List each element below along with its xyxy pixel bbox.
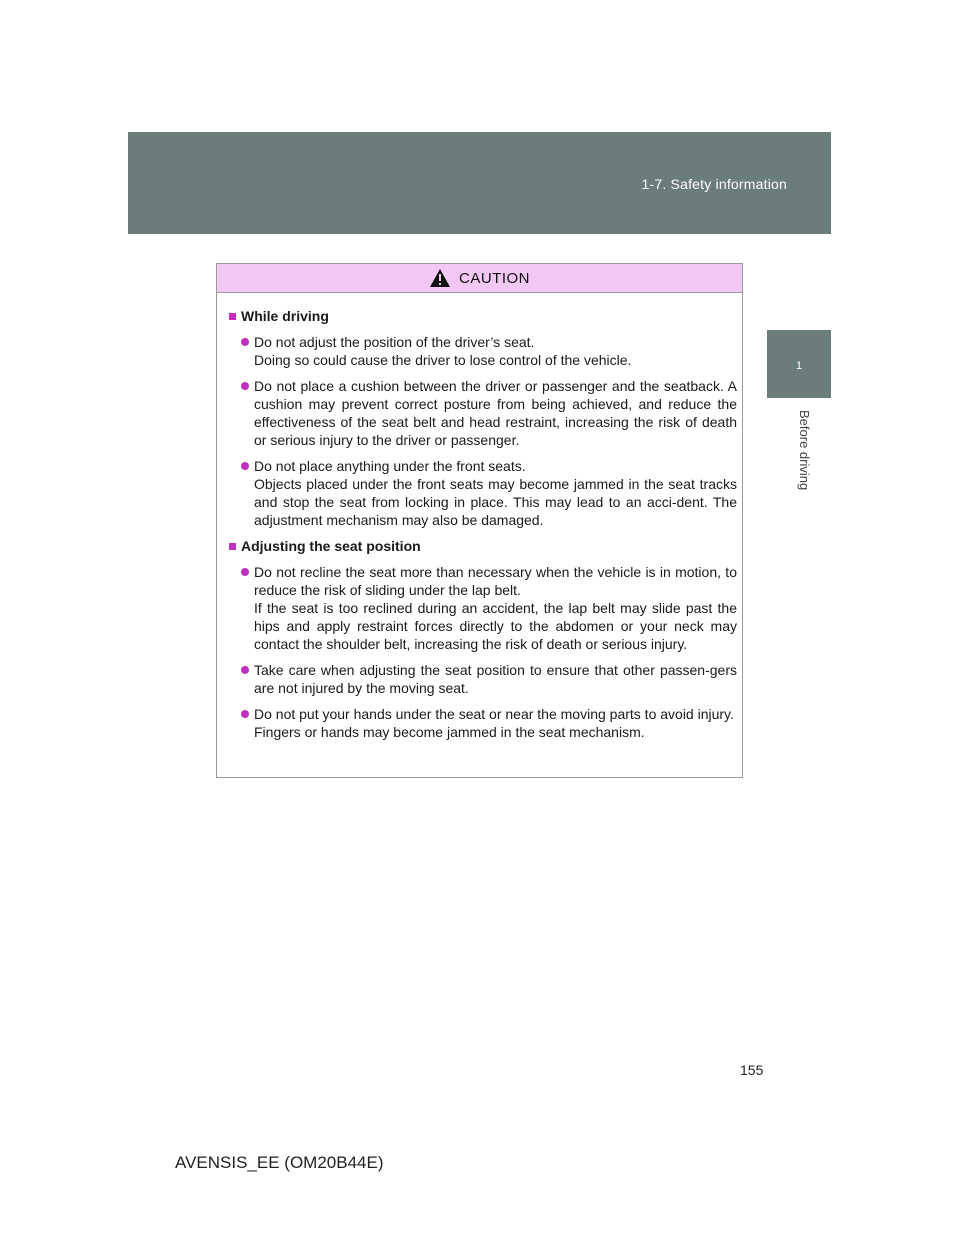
section-heading: [229, 537, 737, 555]
list-item-text: If the seat is too reclined during an accident, the lap belt may slide past the hips and apply restraint forces directly to the abdomen or your neck may contact the shoulder belt, increasing the risk of death or serious injury.: [254, 600, 737, 652]
header-band: [128, 132, 831, 234]
list-item: [229, 705, 737, 741]
list-item-text: Do not adjust the position of the driver’s seat.: [254, 334, 535, 350]
list-item-text: Objects placed under the front seats may become jammed in the seat tracks and stop the seat from locking in place. This may lead to an acci-dent. The adjustment mechanism may also be damaged.: [254, 476, 737, 528]
round-bullet-icon: [241, 382, 249, 390]
caution-title: CAUTION: [459, 269, 530, 287]
round-bullet-icon: [241, 338, 249, 346]
caution-box: [216, 263, 743, 778]
section-heading-text: Adjusting the seat position: [241, 538, 421, 554]
warning-triangle-icon: [429, 268, 451, 288]
square-bullet-icon: [229, 313, 236, 320]
round-bullet-icon: [241, 710, 249, 718]
section-title: 1-7. Safety information: [641, 176, 787, 192]
list-item: [229, 333, 737, 369]
footer-code: AVENSIS_EE (OM20B44E): [175, 1153, 384, 1172]
caution-header: [217, 264, 742, 293]
list-item-text: Do not place anything under the front seats.: [254, 458, 526, 474]
round-bullet-icon: [241, 568, 249, 576]
list-item-text: Fingers or hands may become jammed in the seat mechanism.: [254, 724, 645, 740]
list-item-text: Take care when adjusting the seat position to ensure that other passen-gers are not injured by the moving seat.: [254, 662, 737, 696]
page-number: 155: [740, 1062, 764, 1078]
list-item-text: Do not recline the seat more than necessary when the vehicle is in motion, to reduce the risk of sliding under the lap belt.: [254, 564, 737, 598]
list-item: [229, 457, 737, 529]
list-item: [229, 563, 737, 653]
section-heading-text: While driving: [241, 308, 329, 324]
list-item-text: Do not put your hands under the seat or near the moving parts to avoid injury.: [254, 706, 734, 722]
square-bullet-icon: [229, 543, 236, 550]
list-item-text: Doing so could cause the driver to lose control of the vehicle.: [254, 352, 632, 368]
caution-content: [217, 293, 742, 741]
chapter-number: 1: [795, 360, 803, 372]
chapter-tab: [767, 330, 831, 398]
list-item: [229, 661, 737, 697]
list-item: [229, 377, 737, 449]
round-bullet-icon: [241, 462, 249, 470]
chapter-label: Before driving: [797, 410, 812, 491]
section-heading: [229, 307, 737, 325]
list-item-text: Do not place a cushion between the driver or passenger and the seatback. A cushion may prevent correct posture from being achieved, and reduce the effectiveness of the seat belt and head restraint, increasing the risk of death or serious injury to the driver or passenger.: [254, 378, 737, 448]
round-bullet-icon: [241, 666, 249, 674]
